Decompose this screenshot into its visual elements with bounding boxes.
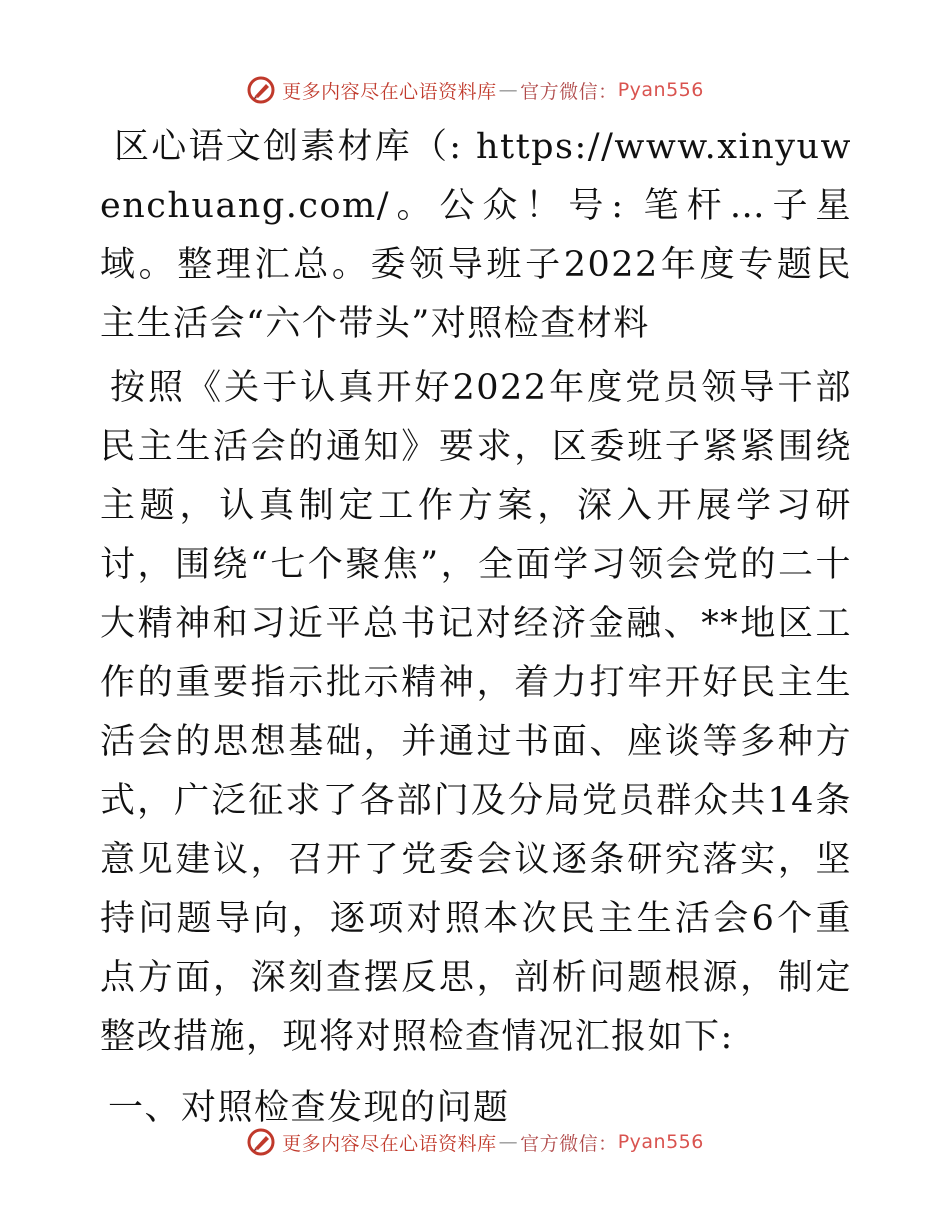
- intro-paragraph: 区心语文创素材库（: https://www.xinyuwenchuang.com/。公众！号: 笔杆…子星域。整理汇总。委领导班子2022年度专题民主生活会“六个带头”对照检查材料: [100, 127, 852, 344]
- pen-circle-logo-icon: [246, 75, 276, 105]
- banner-text: 更多内容尽在心语资料库: [282, 80, 497, 103]
- header-watermark-banner: [0, 70, 950, 110]
- footer-watermark-banner: [0, 1122, 950, 1162]
- banner-account: Pyan556: [617, 1131, 704, 1153]
- pen-circle-logo-icon: [246, 1127, 276, 1157]
- banner-text: 更多内容尽在心语资料库: [282, 1132, 497, 1155]
- document-body: [100, 118, 852, 1138]
- banner-account: Pyan556: [617, 79, 704, 101]
- banner-dash: —: [498, 1131, 519, 1153]
- banner-wechat-label: 官方微信：: [520, 1132, 618, 1155]
- section-heading: 一、对照检查发现的问题: [108, 1088, 510, 1128]
- banner-wechat-label: 官方微信：: [520, 80, 618, 103]
- body-paragraph: 按照《关于认真开好2022年度党员领导干部民主生活会的通知》要求，区委班子紧紧围绕主题，认真制定工作方案，深入开展学习研讨，围绕“七个聚焦”，全面学习领会党的二十大精神和习近平总书记对经济金融、**地区工作的重要指示批示精神，着力打牢开好民主生活会的思想基础，并通过书面、座谈等多种方式，广泛征求了各部门及分局党员群众共14条意见建议，召开了党委会议逐条研究落实，坚持问题导向，逐项对照本次民主生活会6个重点方面，深刻查摆反思，剖析问题根源，制定整改措施，现将对照检查情况汇报如下:: [100, 368, 852, 1057]
- banner-dash: —: [498, 79, 519, 101]
